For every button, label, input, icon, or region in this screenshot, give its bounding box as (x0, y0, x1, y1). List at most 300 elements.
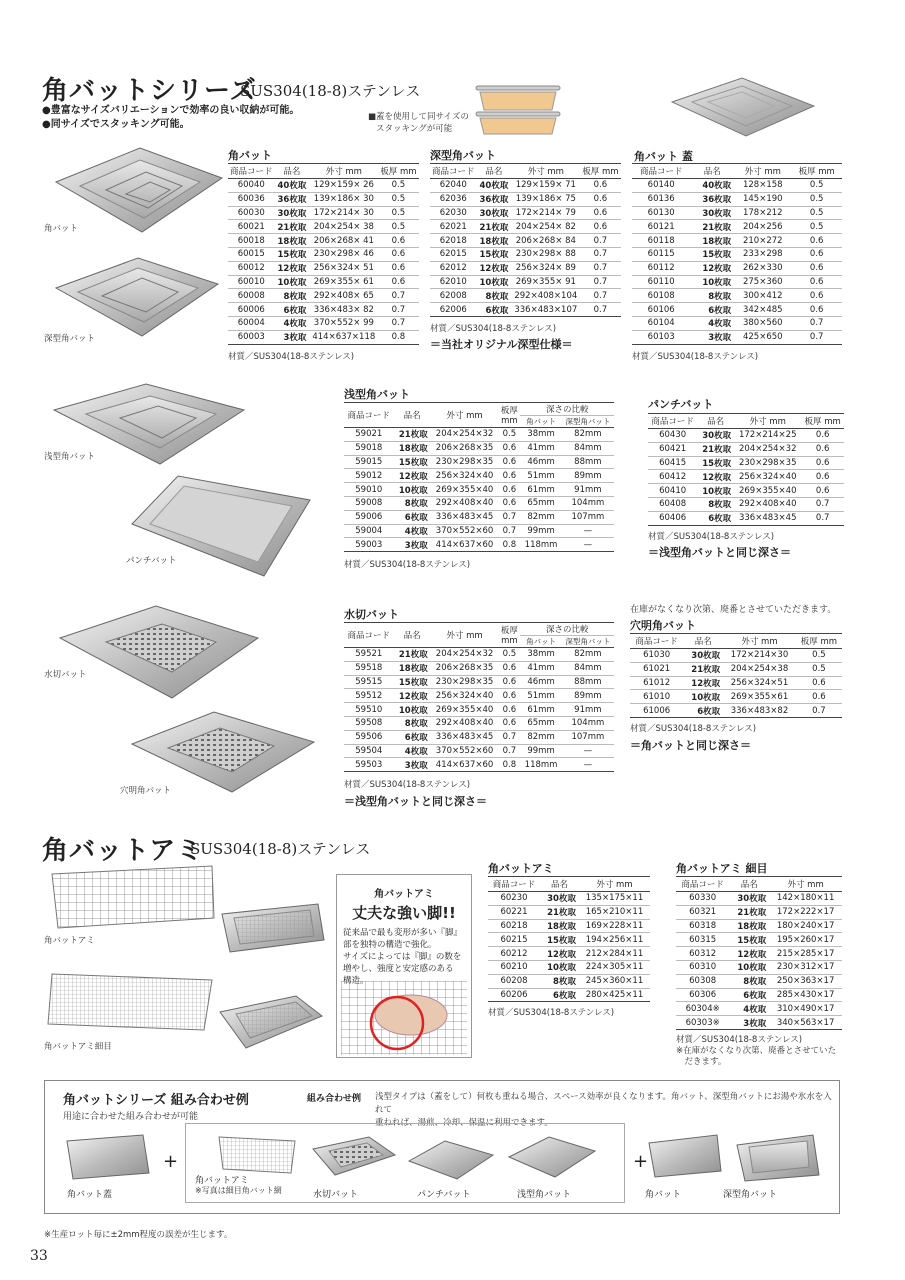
table-cell: 62008 (430, 289, 477, 303)
col-header: 深型角バット (562, 416, 614, 428)
table-row (632, 316, 842, 330)
combo-item-lid: 角バット蓋 (67, 1190, 113, 1200)
table-cell: 60308 (676, 974, 729, 988)
table-cell: 370×552×60 (431, 744, 499, 758)
combo-item-ami: 角バットアミ (195, 1176, 249, 1186)
callout-line: 部を独特の構造で強化。 (343, 940, 437, 950)
table-row (630, 704, 842, 718)
bullet-1: ●豊富なサイズバリエーションで効率の良い収納が可能。 (42, 105, 300, 116)
photo-label-shinkei: 深型角バット (44, 334, 96, 344)
table-cell: 18枚取 (394, 441, 431, 455)
table-cell: 3枚取 (275, 330, 310, 344)
table-cell: 59006 (344, 510, 394, 524)
table-cell: 60218 (488, 919, 540, 933)
table-cell: 15枚取 (729, 933, 769, 947)
table-row (488, 988, 650, 1002)
table-row (430, 289, 621, 303)
table-row (488, 919, 650, 933)
col-header: 商品コード (228, 164, 275, 179)
table-cell: 82mm (520, 730, 561, 744)
table-cell: 59003 (344, 538, 394, 552)
table-cell: 30枚取 (275, 206, 310, 220)
col-header: 品名 (697, 414, 734, 429)
table-cell: 269×355× 91 (511, 275, 580, 289)
table-cell: 4枚取 (394, 524, 431, 538)
table-cell: 285×430×17 (769, 988, 842, 1002)
table-cell: 0.7 (580, 275, 620, 289)
table-mizukiri (344, 622, 614, 772)
table-cell: 3枚取 (394, 758, 431, 772)
table-cell: 12枚取 (683, 676, 723, 690)
combo-mizukiri-photo (309, 1135, 399, 1179)
anaake-notice: 在庫がなくなり次第、廃番とさせていただきます。 (630, 605, 837, 615)
table-row (632, 275, 842, 289)
col-header: 商品コード (344, 403, 394, 428)
table-ami-title: 角バットアミ (488, 862, 554, 875)
table-cell: 60106 (632, 303, 690, 317)
table-cell: 425×650 (734, 330, 791, 344)
table-row (676, 947, 842, 961)
table-cell: 60321 (676, 905, 729, 919)
table-cell: 245×360×11 (579, 974, 650, 988)
stack-note-1: ■蓋を使用して同サイズの (368, 112, 469, 122)
table-cell: 60130 (632, 206, 690, 220)
table-cell: 0.6 (801, 442, 844, 456)
table-cell: 30枚取 (683, 649, 723, 663)
col-header: 角バット (520, 636, 561, 648)
photo-label-senkei: 浅型角バット (44, 452, 96, 462)
table-cell: 118mm (520, 758, 561, 772)
table-row (344, 716, 614, 730)
col-header: 品名 (275, 164, 310, 179)
table-cell: 0.5 (791, 179, 842, 193)
combo-item-mizukiri: 水切バット (313, 1190, 359, 1200)
table-cell: 0.7 (580, 303, 620, 317)
table-cell: 21枚取 (275, 220, 310, 234)
table-cell: 99mm (520, 744, 561, 758)
table-cell: — (562, 758, 614, 772)
table-row (228, 275, 419, 289)
table-row (344, 538, 614, 552)
table-kaku-material: 材質／SUS304(18-8ステンレス) (228, 352, 355, 362)
table-cell: 59518 (344, 661, 394, 675)
table-cell: 0.6 (791, 247, 842, 261)
table-cell: 59512 (344, 689, 394, 703)
table-row (648, 429, 844, 443)
table-cell: 84mm (562, 661, 614, 675)
col-header: 商品コード (344, 623, 394, 648)
table-cell: 0.6 (791, 234, 842, 248)
table-cell: 336×483×45 (431, 730, 499, 744)
table-cell: 38mm (520, 428, 561, 442)
col-header: 板厚 mm (498, 623, 520, 648)
photo-label-mizukiri: 水切バット (44, 670, 87, 680)
table-cell: 310×490×17 (769, 1002, 842, 1016)
table-cell: 0.6 (580, 179, 620, 193)
table-cell: 89mm (562, 469, 614, 483)
table-cell: 6枚取 (477, 303, 512, 317)
table-cell: 340×563×17 (769, 1016, 842, 1030)
table-row (488, 974, 650, 988)
table-row (676, 974, 842, 988)
table-cell: 8枚取 (697, 497, 734, 511)
table-cell: 0.7 (791, 316, 842, 330)
table-row (344, 496, 614, 510)
table-punch-material: 材質／SUS304(18-8ステンレス) (648, 532, 775, 542)
table-cell: 292×408×40 (431, 716, 499, 730)
bullet-2: ●同サイズでスタッキング可能。 (42, 119, 190, 130)
table-cell: 230×298×35 (431, 455, 499, 469)
table-cell: 12枚取 (540, 947, 579, 961)
table-cell: 370×552× 99 (309, 316, 378, 330)
table-row (630, 662, 842, 676)
table-cell: 3枚取 (394, 538, 431, 552)
table-ami-hoso-material: 材質／SUS304(18-8ステンレス) (676, 1035, 803, 1045)
table-cell: 15枚取 (477, 247, 512, 261)
table-cell: 60303※ (676, 1016, 729, 1030)
table-cell: 59008 (344, 496, 394, 510)
table-cell: 10枚取 (477, 275, 512, 289)
col-header: 商品コード (632, 164, 690, 179)
combo-title: 角バットシリーズ 組み合わせ例 (63, 1093, 249, 1108)
col-header: 外寸 mm (431, 403, 499, 428)
table-cell: 60410 (648, 484, 697, 498)
table-cell: 204×254×32 (431, 648, 499, 662)
table-anaake-emph: ＝角バットと同じ深さ＝ (630, 739, 751, 752)
section2-material: SUS304(18-8)ステンレス (190, 840, 371, 858)
table-cell: 180×240×17 (769, 919, 842, 933)
table-row (228, 234, 419, 248)
stacking-diagram (462, 80, 574, 136)
table-cell: 61mm (520, 483, 561, 497)
table-cell: 269×355×40 (734, 484, 801, 498)
table-cell: 46mm (520, 675, 561, 689)
table-cell: 0.6 (580, 192, 620, 206)
table-cell: 59504 (344, 744, 394, 758)
table-cell: 6枚取 (394, 730, 431, 744)
table-row (344, 455, 614, 469)
col-header: 板厚 mm (498, 403, 520, 428)
table-cell: 91mm (562, 483, 614, 497)
table-row (228, 303, 419, 317)
col-header: 品名 (690, 164, 734, 179)
col-header: 外寸 mm (723, 634, 796, 649)
table-cell: 84mm (562, 441, 614, 455)
table-cell: 61010 (630, 690, 683, 704)
table-cell: 60118 (632, 234, 690, 248)
photo-label-ami-hoso: 角バットアミ細目 (44, 1042, 112, 1052)
table-cell: 59506 (344, 730, 394, 744)
table-row (676, 960, 842, 974)
lid-photo (662, 74, 822, 144)
table-cell: 60304※ (676, 1002, 729, 1016)
table-cell: 60312 (676, 947, 729, 961)
table-cell: 0.7 (801, 511, 844, 525)
table-cell: 3枚取 (690, 330, 734, 344)
table-row (630, 649, 842, 663)
callout-line: 増やし、強度と安定感のある (343, 964, 454, 974)
table-cell: 230×298× 88 (511, 247, 580, 261)
table-cell: 0.7 (580, 247, 620, 261)
table-cell: 8枚取 (729, 974, 769, 988)
table-cell: 336×483× 82 (309, 303, 378, 317)
col-header: 角バット (520, 416, 561, 428)
table-cell: 0.8 (498, 758, 520, 772)
table-row (228, 316, 419, 330)
table-cell: 59004 (344, 524, 394, 538)
table-cell: 60108 (632, 289, 690, 303)
table-cell: 204×254×32 (734, 442, 801, 456)
table-cell: 269×355× 61 (309, 275, 378, 289)
table-row (228, 330, 419, 344)
table-cell: 300×412 (734, 289, 791, 303)
table-cell: 336×483×45 (431, 510, 499, 524)
table-cell: 172×222×17 (769, 905, 842, 919)
table-cell: 104mm (562, 496, 614, 510)
table-row (344, 510, 614, 524)
table-row (488, 947, 650, 961)
table-cell: 0.6 (791, 289, 842, 303)
table-anaake (630, 633, 842, 718)
table-cell: 0.6 (378, 275, 418, 289)
footer-note: ※生産ロット毎に±2mm程度の誤差が生じます。 (44, 1230, 233, 1240)
col-header: 板厚 mm (791, 164, 842, 179)
anaake-batto-photo (128, 708, 318, 796)
callout-head: 角バットアミ (374, 889, 434, 900)
table-cell: 230×298×35 (431, 675, 499, 689)
table-row (344, 661, 614, 675)
table-cell: 10枚取 (394, 703, 431, 717)
table-cell: 6枚取 (394, 510, 431, 524)
table-cell: 4枚取 (690, 316, 734, 330)
table-cell: 18枚取 (275, 234, 310, 248)
table-cell: 36枚取 (275, 192, 310, 206)
table-cell: 60004 (228, 316, 275, 330)
table-kaku-title: 角バット (228, 149, 272, 162)
table-row (344, 675, 614, 689)
table-cell: 60115 (632, 247, 690, 261)
callout-big: 丈夫な強い脚!! (352, 904, 456, 922)
table-cell: 269×355×40 (431, 483, 499, 497)
table-cell: 15枚取 (540, 933, 579, 947)
table-cell: 60221 (488, 905, 540, 919)
ami-in-batto-photo (218, 900, 328, 956)
table-cell: 139×186× 75 (511, 192, 580, 206)
col-header: 品名 (729, 877, 769, 892)
table-cell: 0.7 (801, 497, 844, 511)
table-cell: 4枚取 (729, 1002, 769, 1016)
table-cell: 233×298 (734, 247, 791, 261)
table-cell: 0.7 (498, 524, 520, 538)
table-cell: 269×355×61 (723, 690, 796, 704)
table-cell: 62040 (430, 179, 477, 193)
table-cell: 0.6 (801, 484, 844, 498)
table-shinkei-emph: ＝当社オリジナル深型仕様＝ (430, 338, 573, 351)
table-row (344, 689, 614, 703)
table-cell: 12枚取 (275, 261, 310, 275)
table-cell: 59015 (344, 455, 394, 469)
combo-shinkei-photo (733, 1133, 823, 1183)
table-cell: 275×360 (734, 275, 791, 289)
col-header: 板厚 mm (580, 164, 620, 179)
table-row (632, 234, 842, 248)
table-cell: 60421 (648, 442, 697, 456)
table-senkei (344, 402, 614, 552)
col-header: 外寸 mm (769, 877, 842, 892)
table-cell: 0.7 (580, 289, 620, 303)
table-cell: 194×256×11 (579, 933, 650, 947)
table-row (228, 192, 419, 206)
table-cell: 292×408×40 (734, 497, 801, 511)
col-header: 外寸 mm (431, 623, 499, 648)
col-header: 外寸 mm (309, 164, 378, 179)
table-row (648, 497, 844, 511)
table-row (344, 441, 614, 455)
table-cell: 15枚取 (690, 247, 734, 261)
table-row (488, 892, 650, 906)
table-ami (488, 876, 650, 1002)
table-row (228, 220, 419, 234)
table-cell: 172×214×25 (734, 429, 801, 443)
table-cell: 60430 (648, 429, 697, 443)
table-row (648, 484, 844, 498)
table-cell: 82mm (562, 428, 614, 442)
table-cell: 8枚取 (540, 974, 579, 988)
table-cell: 18枚取 (729, 919, 769, 933)
table-cell: 107mm (562, 730, 614, 744)
table-ami-hoso-title: 角バットアミ 細目 (676, 862, 768, 875)
table-cell: 60412 (648, 470, 697, 484)
table-cell: 169×228×11 (579, 919, 650, 933)
table-cell: 206×268× 41 (309, 234, 378, 248)
table-cell: 99mm (520, 524, 561, 538)
table-cell: 370×552×60 (431, 524, 499, 538)
table-cell: 59510 (344, 703, 394, 717)
table-cell: 414×637×118 (309, 330, 378, 344)
table-cell: 210×272 (734, 234, 791, 248)
table-cell: 129×159× 26 (309, 179, 378, 193)
col-header: 品名 (394, 623, 431, 648)
table-cell: 60008 (228, 289, 275, 303)
table-cell: 256×324× 89 (511, 261, 580, 275)
table-cell: 0.6 (801, 456, 844, 470)
table-cell: 8枚取 (275, 289, 310, 303)
table-cell: 0.6 (791, 261, 842, 275)
table-cell: 172×214× 30 (309, 206, 378, 220)
table-cell: 12枚取 (477, 261, 512, 275)
table-cell: 3枚取 (729, 1016, 769, 1030)
col-header: 商品コード (488, 877, 540, 892)
table-cell: 60318 (676, 919, 729, 933)
table-cell: 0.6 (498, 661, 520, 675)
combo-desc-line: 浅型タイプは（蓋をして）何枚も重ねる場合、スペース効率が良くなります。角バット、深型角バットにお湯や氷水を入れて (375, 1092, 832, 1115)
table-cell: 60012 (228, 261, 275, 275)
table-cell: 128×158 (734, 179, 791, 193)
table-cell: 0.6 (498, 716, 520, 730)
table-row (676, 1016, 842, 1030)
table-cell: 204×254× 82 (511, 220, 580, 234)
table-cell: 65mm (520, 496, 561, 510)
table-row (344, 703, 614, 717)
table-cell: 8枚取 (690, 289, 734, 303)
table-cell: 0.8 (498, 538, 520, 552)
table-cell: 60021 (228, 220, 275, 234)
table-cell: 0.7 (378, 289, 418, 303)
col-header: 板厚 mm (796, 634, 842, 649)
table-cell: 204×254× 38 (309, 220, 378, 234)
table-row (344, 524, 614, 538)
col-header: 外寸 mm (734, 164, 791, 179)
table-cell: 62036 (430, 192, 477, 206)
table-cell: 12枚取 (690, 261, 734, 275)
table-cell: 206×268× 84 (511, 234, 580, 248)
table-cell: 380×560 (734, 316, 791, 330)
table-cell: 18枚取 (394, 661, 431, 675)
table-cell: 60230 (488, 892, 540, 906)
table-ami-hoso-note-1: ※在庫がなくなり次第、廃番とさせていた (676, 1046, 837, 1056)
table-cell: 4枚取 (394, 744, 431, 758)
table-mizukiri-title: 水切バット (344, 608, 399, 621)
table-cell: 62015 (430, 247, 477, 261)
section2-title: 角バットアミ (42, 836, 204, 866)
table-row (430, 234, 621, 248)
combo-sub: 用途に合わせた組み合わせが可能 (63, 1112, 199, 1122)
table-cell: 40枚取 (477, 179, 512, 193)
table-cell: 0.7 (378, 303, 418, 317)
table-cell: 18枚取 (477, 234, 512, 248)
table-cell: 0.7 (580, 261, 620, 275)
table-cell: 256×324×40 (734, 470, 801, 484)
table-cell: 15枚取 (697, 456, 734, 470)
table-cell: 21枚取 (683, 662, 723, 676)
combo-item-ami-note: ※写真は細目角バット網 (195, 1186, 282, 1195)
table-cell: 59515 (344, 675, 394, 689)
table-cell: 10枚取 (697, 484, 734, 498)
table-punch-title: パンチバット (648, 398, 714, 411)
table-row (632, 303, 842, 317)
table-cell: 62010 (430, 275, 477, 289)
table-cell: 30枚取 (690, 206, 734, 220)
table-cell: 62006 (430, 303, 477, 317)
table-cell: 6枚取 (540, 988, 579, 1002)
stack-note-2: スタッキングが可能 (376, 124, 453, 134)
page-number: 33 (30, 1248, 48, 1264)
table-cell: 21枚取 (697, 442, 734, 456)
table-cell: 10枚取 (275, 275, 310, 289)
table-cell: 135×175×11 (579, 892, 650, 906)
table-row (632, 330, 842, 344)
table-cell: 60110 (632, 275, 690, 289)
table-cell: 59021 (344, 428, 394, 442)
table-cell: — (562, 524, 614, 538)
photo-label-punch: パンチバット (126, 556, 177, 566)
table-cell: 8枚取 (394, 496, 431, 510)
page-title: 角バットシリーズ (42, 76, 257, 106)
callout-line: サイズによっては『脚』の数を (343, 952, 462, 962)
table-senkei-title: 浅型角バット (344, 388, 410, 401)
table-cell: 0.7 (378, 316, 418, 330)
table-cell: 60315 (676, 933, 729, 947)
table-punch-emph: ＝浅型角バットと同じ深さ＝ (648, 546, 791, 559)
table-row (630, 690, 842, 704)
table-cell: 204×254×32 (431, 428, 499, 442)
table-cell: 0.7 (580, 234, 620, 248)
table-cell: — (562, 744, 614, 758)
table-shinkei-title: 深型角バット (430, 149, 496, 162)
table-cell: 256×324×51 (723, 676, 796, 690)
table-senkei-material: 材質／SUS304(18-8ステンレス) (344, 560, 471, 570)
table-cell: 60310 (676, 960, 729, 974)
